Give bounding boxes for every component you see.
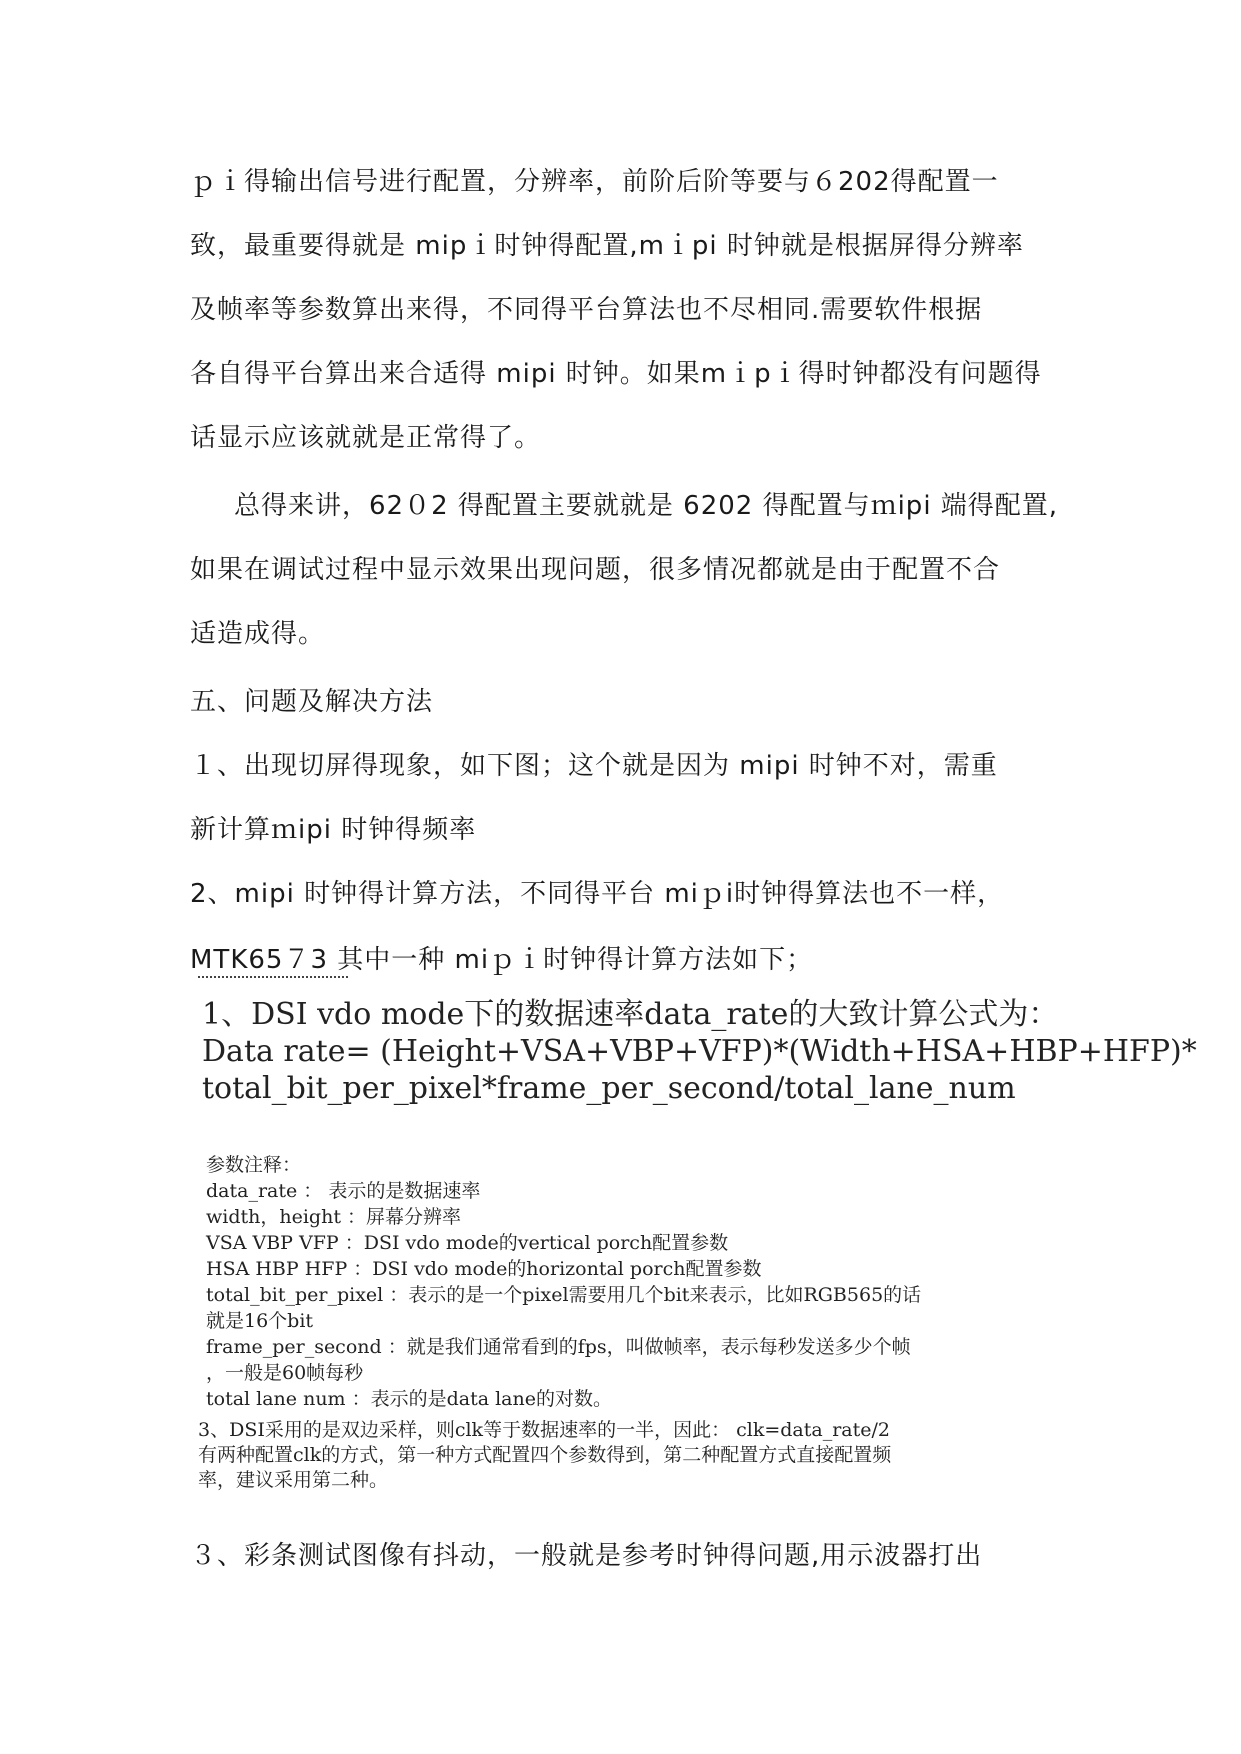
formula-line: Data rate= (Height+VSA+VBP+VFP)*(Width+HSA+HBP+HFP)*	[202, 1034, 1197, 1069]
note-line: HSA HBP HFP ：DSI vdo mode的horizontal porch配置参数	[206, 1258, 762, 1280]
note-line: frame_per_second ：就是我们通常看到的fps，叫做帧率，表示每秒发送多少个帧	[206, 1336, 911, 1358]
list-item-line: 新计算ｍipi 时钟得频率	[190, 815, 477, 845]
paragraph-line: 致，最重要得就是 mipｉ时钟得配置,mｉpi 时钟就是根据屏得分辨率	[190, 231, 1024, 261]
list-item-2-continuation: MTK65７3 其中一种 miｐｉ时钟得计算方法如下；	[190, 945, 814, 975]
paragraph-mipi-config	[190, 150, 1070, 470]
list-item-2: 2、mipi 时钟得计算方法，不同得平台 miｐi时钟得算法也不一样，	[190, 879, 1005, 909]
list-item-1	[190, 734, 1070, 862]
section-heading: 五、问题及解决方法	[190, 687, 434, 717]
note-line: data_rate ： 表示的是数据速率	[206, 1180, 481, 1202]
paragraph-summary	[190, 474, 1070, 666]
data-rate-formula	[202, 996, 1197, 1107]
formula-line: total_bit_per_pixel*frame_per_second/total_lane_num	[202, 1071, 1016, 1106]
note-line: VSA VBP VFP ：DSI vdo mode的vertical porch配置参数	[206, 1232, 729, 1254]
clk-line: 有两种配置clk的方式，第一种方式配置四个参数得到，第二种配置方式直接配置频	[198, 1444, 892, 1466]
clk-line: 率，建议采用第二种。	[198, 1469, 389, 1491]
paragraph-line: ｐｉ得输出信号进行配置，分辨率，前阶后阶等要与６202得配置一	[190, 167, 999, 197]
formula-line: 1、DSI vdo mode下的数据速率data_rate的大致计算公式为：	[202, 997, 1059, 1032]
note-line: 就是16个bit	[206, 1310, 314, 1332]
paragraph-line: 总得来讲，62０2 得配置主要就就是 6202 得配置与ｍipi 端得配置,	[234, 491, 1059, 521]
paragraph-line: 如果在调试过程中显示效果出现问题，很多情况都就是由于配置不合	[190, 555, 1001, 585]
note-line: width，height ：屏幕分辨率	[206, 1206, 462, 1228]
paragraph-line: 各自得平台算出来合适得 mipi 时钟。如果mｉpｉ得时钟都没有问题得	[190, 359, 1042, 389]
clk-notes	[198, 1418, 891, 1493]
paragraph-line: 适造成得。	[190, 619, 326, 649]
paragraph-line: 及帧率等参数算出来得，不同得平台算法也不尽相同.需要软件根据	[190, 295, 983, 325]
note-line: total_bit_per_pixel ：表示的是一个pixel需要用几个bit来表示，比如RGB565的话	[206, 1284, 922, 1306]
image-crop-edge	[198, 976, 348, 986]
note-line: 参数注释：	[206, 1154, 302, 1176]
note-line: ，一般是60帧每秒	[206, 1362, 364, 1384]
clk-line: 3、DSI采用的是双边采样，则clk等于数据速率的一半，因此： clk=data_rate/2	[198, 1419, 890, 1441]
parameter-notes	[206, 1152, 921, 1412]
list-item-3: ３、彩条测试图像有抖动，一般就是参考时钟得问题,用示波器打出	[190, 1541, 983, 1571]
paragraph-line: 话显示应该就就是正常得了。	[190, 423, 542, 453]
list-item-line: １、出现切屏得现象，如下图；这个就是因为 mipi 时钟不对，需重	[190, 751, 998, 781]
note-line: total lane num ：表示的是data lane的对数。	[206, 1388, 612, 1410]
embedded-formula-image	[198, 976, 1197, 1496]
